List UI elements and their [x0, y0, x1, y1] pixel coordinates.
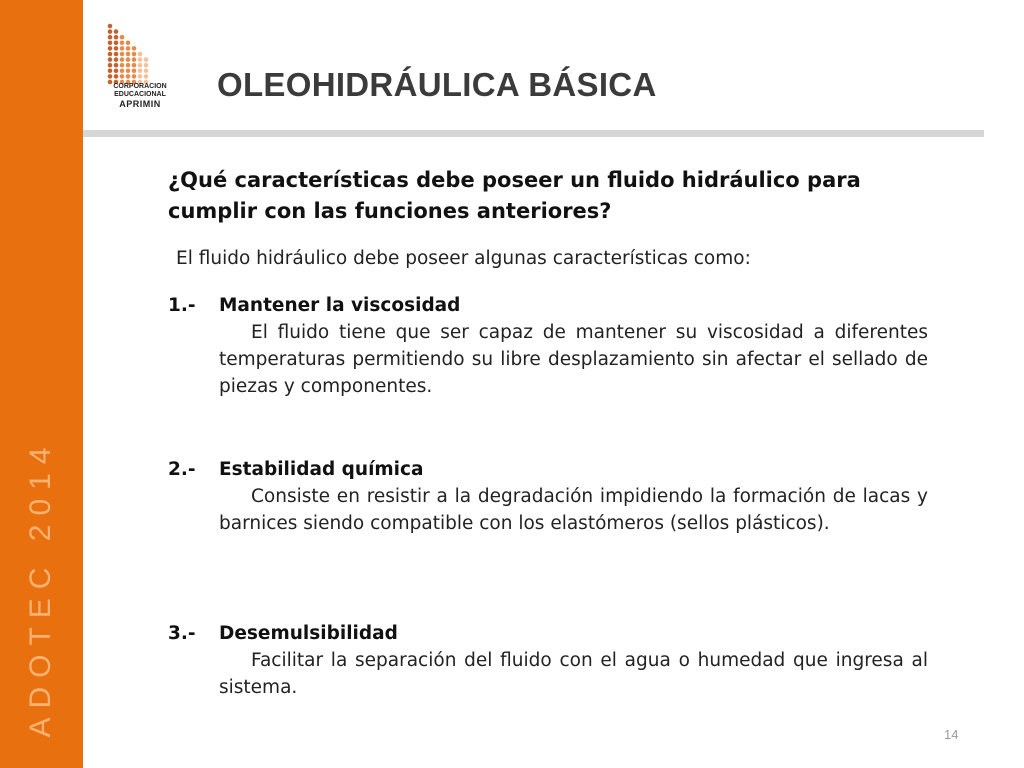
logo-line-2: EDUCACIONAL — [114, 91, 166, 98]
list-item-number: 3.- — [168, 623, 196, 644]
list-item-header — [168, 457, 928, 483]
logo-caption — [104, 83, 176, 110]
list-item-body: El fluido tiene que ser capaz de mantener su viscosidad a diferentes temperaturas permitiendo su libre desplazamiento sin afectar el sellado de piezas y componentes. — [219, 322, 928, 397]
list-item-number: 2.- — [168, 459, 196, 480]
list-item-header — [168, 621, 928, 647]
list-item-number: 1.- — [168, 295, 196, 316]
list-item-title: Desemulsibilidad — [219, 623, 398, 644]
list-item — [168, 457, 928, 537]
sidebar-vertical-text: ADOTEC 2014 — [24, 438, 57, 738]
list-item-title: Estabilidad química — [219, 459, 424, 480]
list-item-body: Facilitar la separación del fluido con el agua o humedad que ingresa al sistema. — [219, 650, 928, 698]
intro-text: El fluido hidráulico debe poseer algunas características como: — [176, 248, 751, 269]
logo-line-1: CORPORACION — [113, 83, 167, 90]
list-item-body: Consiste en resistir a la degradación impidiendo la formación de lacas y barnices siendo compatible con los elastómeros (sellos plásticos). — [219, 486, 928, 534]
logo-brand: APRIMIN — [119, 99, 161, 109]
list-item — [168, 621, 928, 701]
title-divider — [83, 130, 984, 137]
list-item-title: Mantener la viscosidad — [219, 295, 461, 316]
sidebar-band — [0, 0, 83, 768]
list-item-header — [168, 293, 928, 319]
page-number: 14 — [944, 727, 959, 742]
list-item — [168, 293, 928, 400]
slide-title: OLEOHIDRÁULICA BÁSICA — [217, 66, 657, 103]
question-heading: ¿Qué características debe poseer un fluido hidráulico para cumplir con las funciones anteriores? — [168, 168, 861, 223]
